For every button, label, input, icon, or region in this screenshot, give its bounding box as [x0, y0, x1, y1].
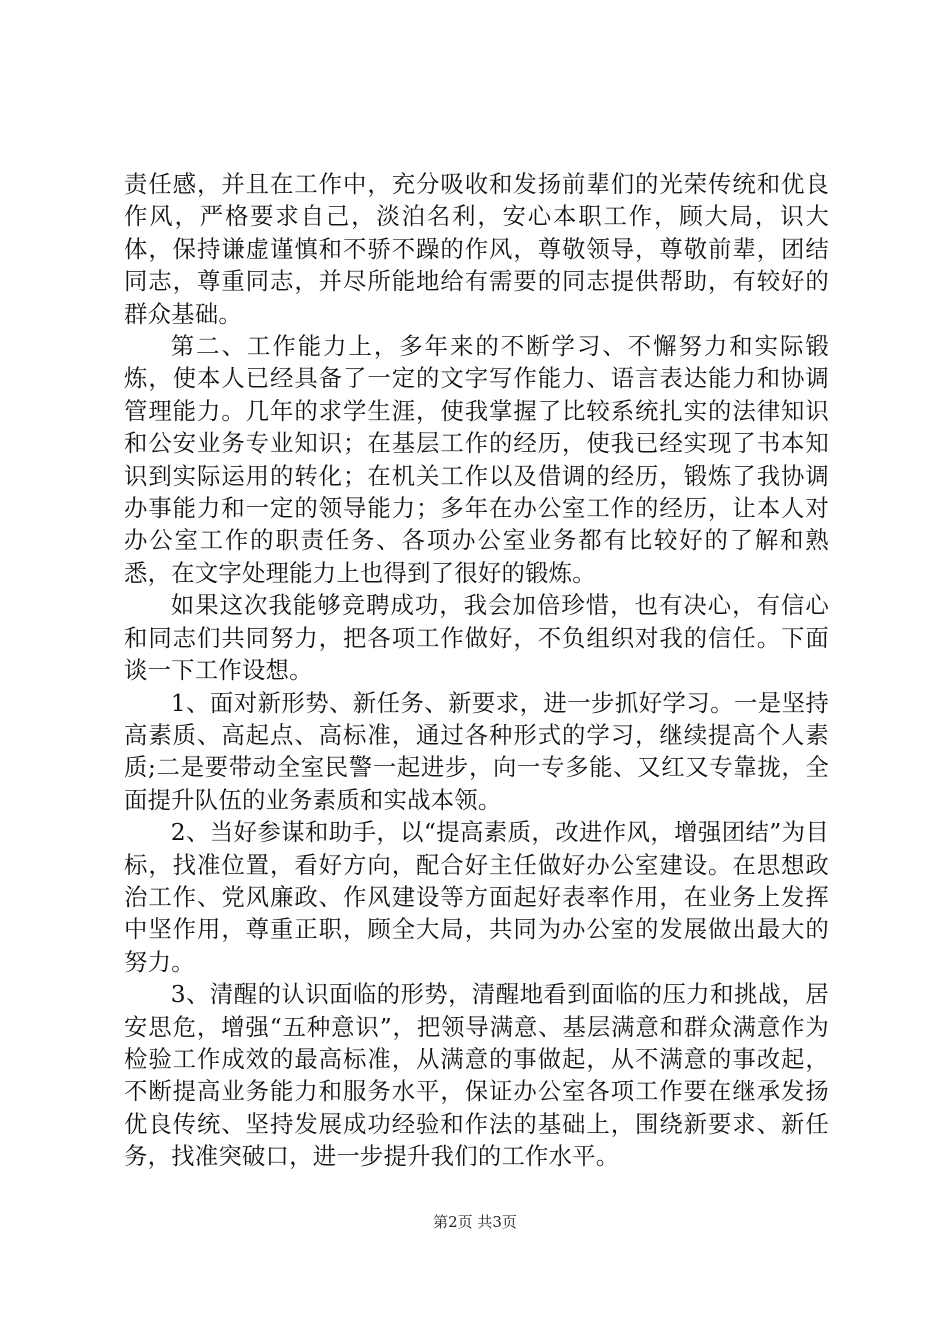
- paragraph-plan-3: 3、清醒的认识面临的形势，清醒地看到面临的压力和挑战，居安思危，增强“五种意识”，把领导满意、基层满意和群众满意作为检验工作成效的最高标准，从满意的事做起，从不满意的事改起，不断提高业务能力和服务水平，保证办公室各项工作要在继承发扬优良传统、坚持发展成功经验和作法的基础上，围绕新要求、新任务，找准突破口，进一步提升我们的工作水平。: [124, 980, 829, 1171]
- document-body: [124, 168, 829, 1173]
- paragraph-plan-1: 1、面对新形势、新任务、新要求，进一步抓好学习。一是坚持高素质、高起点、高标准，通过各种形式的学习，继续提高个人素质;二是要带动全室民警一起进步，向一专多能、又红又专靠拢，全面提升队伍的业务素质和实战本领。: [124, 688, 829, 814]
- paragraph-work-ability: 第二、工作能力上，多年来的不断学习、不懈努力和实际锻炼，使本人已经具备了一定的文字写作能力、语言表达能力和协调管理能力。几年的求学生涯，使我掌握了比较系统扎实的法律知识和公安业务专业知识；在基层工作的经历，使我已经实现了书本知识到实际运用的转化；在机关工作以及借调的经历，锻炼了我协调办事能力和一定的领导能力；多年在办公室工作的经历，让本人对办公室工作的职责任务、各项办公室业务都有比较好的了解和熟悉，在文字处理能力上也得到了很好的锻炼。: [124, 332, 829, 587]
- page-number-footer: 第2页 共3页: [433, 1213, 517, 1231]
- paragraph-continuation: 责任感，并且在工作中，充分吸收和发扬前辈们的光荣传统和优良作风，严格要求自己，淡泊名利，安心本职工作，顾大局，识大体，保持谦虚谨慎和不骄不躁的作风，尊敬领导，尊敬前辈，团结同志，尊重同志，并尽所能地给有需要的同志提供帮助，有较好的群众基础。: [124, 170, 829, 328]
- paragraph-commitment: 如果这次我能够竞聘成功，我会加倍珍惜，也有决心，有信心和同志们共同努力，把各项工作做好，不负组织对我的信任。下面谈一下工作设想。: [124, 591, 829, 685]
- paragraph-plan-2: 2、当好参谋和助手，以“提高素质，改进作风，增强团结”为目标，找准位置，看好方向，配合好主任做好办公室建设。在思想政治工作、党风廉政、作风建设等方面起好表率作用，在业务上发挥中坚作用，尊重正职，顾全大局，共同为办公室的发展做出最大的努力。: [124, 818, 829, 976]
